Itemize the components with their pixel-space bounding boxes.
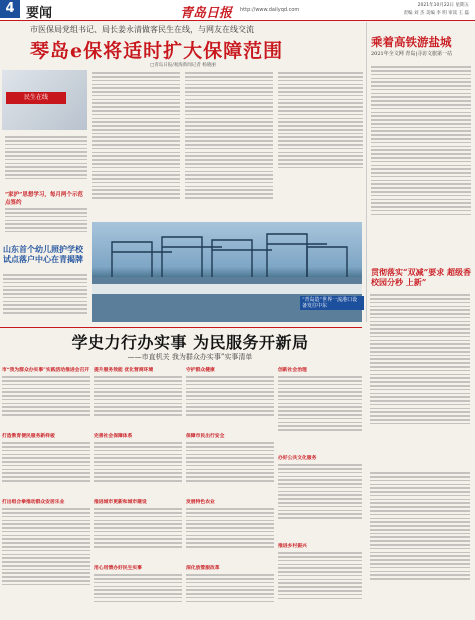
list-text xyxy=(278,374,362,449)
list-text xyxy=(2,440,90,495)
lead-byline: □青岛日报/观海新闻记者 杨晓丽 xyxy=(150,63,216,68)
list-text xyxy=(186,506,274,561)
secondary-headline: 学史力行办实事 为民服务开新局 xyxy=(71,333,309,352)
list-text xyxy=(94,374,182,429)
right-headline: 乘着高铁游盐城 xyxy=(371,35,452,49)
list-text xyxy=(278,462,362,537)
left-sidebar-headline: 山东首个幼儿照护学校试点落户中心在青揭牌 xyxy=(3,244,83,264)
list-item: 推进城市更新和城市建设 xyxy=(94,499,147,505)
list-item: 市“我为群众办实事”实践活动推进会召开 xyxy=(2,367,90,373)
lead-headline: 琴岛e保将适时扩大保障范围 xyxy=(30,40,284,62)
lead-text-col3 xyxy=(185,70,273,215)
list-column-4 xyxy=(278,366,362,618)
list-item: 用心用情办好民生实事 xyxy=(94,565,142,571)
right-column xyxy=(366,22,474,322)
callout-headline: “家护”思想学习，每月两个示范点签约 xyxy=(5,192,83,206)
list-text xyxy=(186,440,274,495)
masthead xyxy=(0,0,475,21)
lead-text-col1 xyxy=(5,134,87,189)
right-text-3 xyxy=(370,470,470,616)
list-item: 打造教育便民服务新样板 xyxy=(2,433,55,439)
secondary-subhead: ——市直机关 我为群众办实事”实事清单 xyxy=(127,353,253,361)
list-item: 发展特色农业 xyxy=(186,499,215,505)
newspaper-logo: 青岛日报 xyxy=(180,6,233,21)
section-title: 要闻 xyxy=(26,6,53,21)
list-text xyxy=(94,440,182,495)
list-item: 打出组合拳推动群众安居乐业 xyxy=(2,499,65,505)
list-item: 守护群众健康 xyxy=(186,367,215,373)
editor-info: 责编 刘 杰 美编 李 明 审读 王 磊 xyxy=(403,11,469,16)
lead-text-col4 xyxy=(278,70,363,220)
lead-text-col2 xyxy=(92,70,180,215)
list-text xyxy=(278,550,362,616)
photo-banner: 民生在线 xyxy=(6,92,66,104)
list-item: 完善社会保障体系 xyxy=(94,433,133,439)
list-item: 提升服务效能 优化营商环境 xyxy=(94,367,154,373)
left-sidebar-text xyxy=(3,272,87,324)
website-url[interactable]: http://www.dailyqd.com xyxy=(240,7,300,13)
list-item: 创新社会治理 xyxy=(278,367,307,373)
list-text xyxy=(94,506,182,561)
list-text xyxy=(186,374,274,429)
list-text xyxy=(2,374,90,429)
list-text xyxy=(94,572,182,616)
lead-photo xyxy=(2,70,87,130)
right-text-1 xyxy=(371,64,471,254)
right-subhead: 2021年全文网 青岛|寻访文旅第一站 xyxy=(371,51,453,57)
list-item: 办好公共文化服务 xyxy=(278,455,317,461)
date-info: 2021年10月22日 星期五 xyxy=(417,3,469,8)
right-story2-headline: 贯彻落实“双减”要求 超级香校园分秒 上新” xyxy=(371,267,471,287)
list-text xyxy=(186,572,274,616)
page-number: 4 xyxy=(0,0,20,18)
section-divider xyxy=(0,327,362,328)
list-column-2 xyxy=(94,366,182,618)
list-text xyxy=(2,506,90,616)
list-item: 深化放管服改革 xyxy=(186,565,220,571)
lead-kicker: 市医保局党组书记、局长姜永清做客民生在线，与网友在线交流 xyxy=(30,25,254,34)
action-list xyxy=(2,366,362,618)
lead-text-col1b xyxy=(5,206,87,240)
list-item: 保障市民出行安全 xyxy=(186,433,225,439)
list-column-3 xyxy=(186,366,274,618)
list-item: 推进乡村振兴 xyxy=(278,543,307,549)
right-text-2 xyxy=(370,292,470,467)
port-photo-caption: “青岛造”世界一流港口设备发往中东 xyxy=(300,296,364,310)
list-column-1 xyxy=(2,366,90,618)
